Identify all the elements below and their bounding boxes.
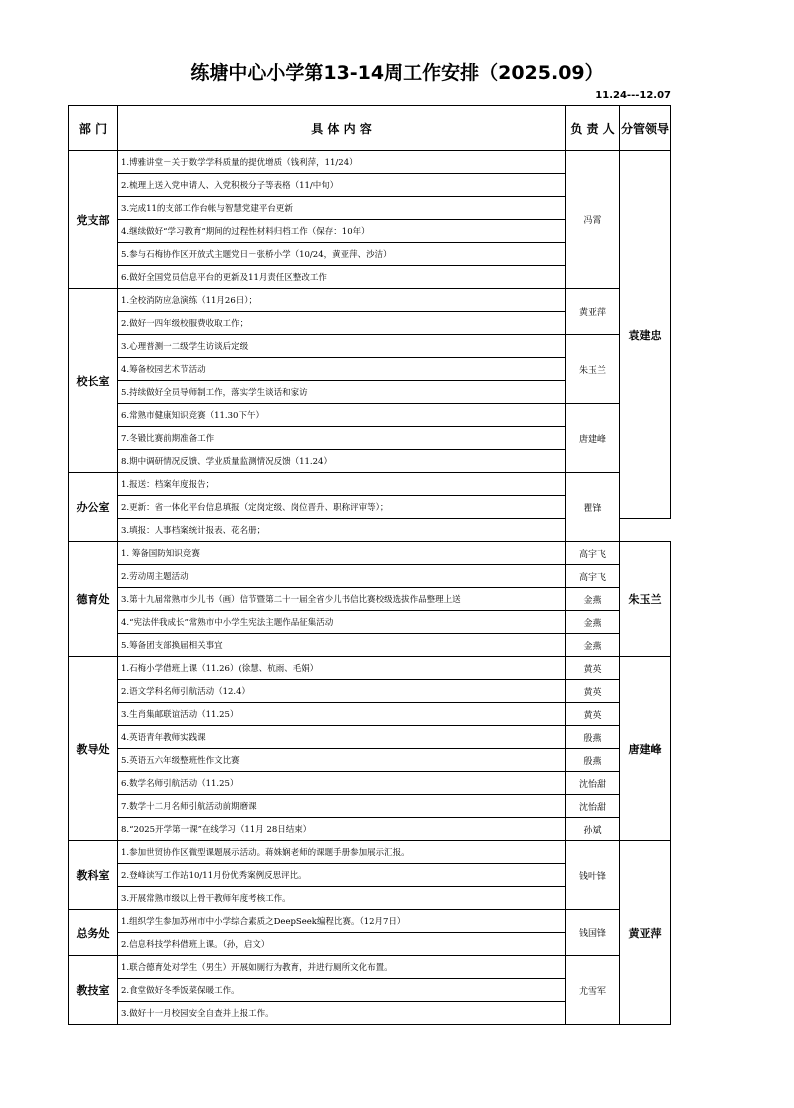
task-item: 1.组织学生参加苏州市中小学综合素质之DeepSeek编程比赛。（12月7日） bbox=[118, 910, 566, 933]
responsible-cell: 高宇飞 bbox=[566, 542, 620, 565]
task-item: 1.报送：档案年度报告； bbox=[118, 473, 566, 496]
task-item: 2.登峰读写工作站10/11月份优秀案例反思评比。 bbox=[118, 864, 566, 887]
page-title: 练塘中心小学第13-14周工作安排（2025.09） bbox=[190, 62, 604, 84]
table-row bbox=[69, 657, 671, 680]
responsible-cell: 沈怡甜 bbox=[566, 772, 620, 795]
header-content: 具 体 内 容 bbox=[118, 106, 566, 151]
header-dept: 部 门 bbox=[69, 106, 118, 151]
task-item: 6.数学名师引航活动（11.25） bbox=[118, 772, 566, 795]
leader-cell: 朱玉兰 bbox=[620, 542, 671, 657]
task-item: 4.筹备校园艺术节活动 bbox=[118, 358, 566, 381]
table-row bbox=[69, 795, 671, 818]
responsible-cell: 冯霄 bbox=[566, 151, 620, 289]
task-item: 5.英语五六年级整班性作文比赛 bbox=[118, 749, 566, 772]
task-item: 5.持续做好全员导师制工作，落实学生谈话和家访 bbox=[118, 381, 566, 404]
table-row bbox=[69, 151, 671, 174]
task-item: 2.梳理上送入党申请人、入党积极分子等表格（11/中旬） bbox=[118, 174, 566, 197]
task-item: 4.“宪法伴我成长”常熟市中小学生宪法主题作品征集活动 bbox=[118, 611, 566, 634]
table-row bbox=[69, 703, 671, 726]
dept-cell: 党支部 bbox=[69, 151, 118, 289]
dept-cell: 教科室 bbox=[69, 841, 118, 910]
schedule-table bbox=[68, 105, 671, 1025]
responsible-cell: 黄亚萍 bbox=[566, 289, 620, 335]
table-row bbox=[69, 726, 671, 749]
responsible-cell: 钱国锋 bbox=[566, 910, 620, 956]
responsible-cell: 黄英 bbox=[566, 703, 620, 726]
task-item: 3.完成11的支部工作台帐与智慧党建平台更新 bbox=[118, 197, 566, 220]
responsible-cell: 殷燕 bbox=[566, 726, 620, 749]
leader-cell: 袁建忠 bbox=[620, 151, 671, 519]
table-row bbox=[69, 841, 671, 864]
header-responsible: 负 责 人 bbox=[566, 106, 620, 151]
responsible-cell: 金燕 bbox=[566, 611, 620, 634]
table-row bbox=[69, 749, 671, 772]
responsible-cell: 沈怡甜 bbox=[566, 795, 620, 818]
task-item: 1.全校消防应急演练（11月26日）； bbox=[118, 289, 566, 312]
task-item: 2.信息科技学科借班上课。（孙，启文） bbox=[118, 933, 566, 956]
task-item: 4.继续做好“学习教育”期间的过程性材料归档工作（保存：10年） bbox=[118, 220, 566, 243]
table-row bbox=[69, 910, 671, 933]
leader-cell: 唐建峰 bbox=[620, 657, 671, 841]
dept-cell: 办公室 bbox=[69, 473, 118, 542]
leader-cell: 黄亚萍 bbox=[620, 841, 671, 1025]
dept-cell: 教导处 bbox=[69, 657, 118, 841]
responsible-cell: 黄英 bbox=[566, 680, 620, 703]
table-row bbox=[69, 335, 671, 358]
table-row bbox=[69, 473, 671, 496]
table-row bbox=[69, 289, 671, 312]
task-item: 3.生肖集邮联谊活动（11.25） bbox=[118, 703, 566, 726]
table-row bbox=[69, 634, 671, 657]
task-item: 8.“2025开学第一课”在线学习（11月 28日结束） bbox=[118, 818, 566, 841]
task-item: 6.常熟市健康知识竞赛（11.30下午） bbox=[118, 404, 566, 427]
dept-cell: 总务处 bbox=[69, 910, 118, 956]
table-row bbox=[69, 542, 671, 565]
task-item: 5.参与石梅协作区开放式主题党日－张桥小学（10/24，黄亚萍、沙洁） bbox=[118, 243, 566, 266]
task-item: 2.更新：省一体化平台信息填报（定岗定级、岗位晋升、职称评审等）； bbox=[118, 496, 566, 519]
task-item: 5.筹备团支部换届相关事宜 bbox=[118, 634, 566, 657]
task-item: 8.期中调研情况反馈、学业质量监测情况反馈（11.24） bbox=[118, 450, 566, 473]
task-item: 6.做好全国党员信息平台的更新及11月责任区整改工作 bbox=[118, 266, 566, 289]
task-item: 3.开展常熟市级以上骨干教师年度考核工作。 bbox=[118, 887, 566, 910]
task-item: 3.做好十一月校园安全自查并上报工作。 bbox=[118, 1002, 566, 1025]
task-item: 1.参加世贸协作区微型课题展示活动。蒋姝娴老师的课题手册参加展示汇报。 bbox=[118, 841, 566, 864]
task-item: 4.英语青年教师实践课 bbox=[118, 726, 566, 749]
responsible-cell: 金燕 bbox=[566, 588, 620, 611]
task-item: 2.食堂做好冬季饭菜保暖工作。 bbox=[118, 979, 566, 1002]
task-item: 1. 筹备国防知识竞赛 bbox=[118, 542, 566, 565]
header-row bbox=[69, 106, 671, 151]
responsible-cell: 唐建峰 bbox=[566, 404, 620, 473]
task-item: 2.劳动周主题活动 bbox=[118, 565, 566, 588]
responsible-cell: 钱叶锋 bbox=[566, 841, 620, 910]
task-item: 2.做好一四年级校服费收取工作； bbox=[118, 312, 566, 335]
responsible-cell: 瞿锋 bbox=[566, 473, 620, 542]
task-item: 1.博雅讲堂－关于数学学科质量的提优增质（钱利萍，11/24） bbox=[118, 151, 566, 174]
task-item: 3.心理普测一二级学生访谈后定级 bbox=[118, 335, 566, 358]
task-item: 1.联合德育处对学生（男生）开展如厕行为教育，并进行厕所文化布置。 bbox=[118, 956, 566, 979]
table-row bbox=[69, 565, 671, 588]
header-leader: 分管领导 bbox=[620, 106, 671, 151]
table-row bbox=[69, 588, 671, 611]
responsible-cell: 尤雪军 bbox=[566, 956, 620, 1025]
table-row bbox=[69, 818, 671, 841]
table-row bbox=[69, 611, 671, 634]
responsible-cell: 朱玉兰 bbox=[566, 335, 620, 404]
table-row bbox=[69, 956, 671, 979]
table-row bbox=[69, 772, 671, 795]
table-row bbox=[69, 404, 671, 427]
task-item: 7.数学十二月名师引航活动前期磨课 bbox=[118, 795, 566, 818]
responsible-cell: 高宇飞 bbox=[566, 565, 620, 588]
responsible-cell: 殷燕 bbox=[566, 749, 620, 772]
task-item: 3.填报：人事档案统计报表、花名册； bbox=[118, 519, 566, 542]
task-item: 1.石梅小学借班上课（11.26）(徐慧、杭雨、毛娟） bbox=[118, 657, 566, 680]
responsible-cell: 孙斌 bbox=[566, 818, 620, 841]
date-range: 11.24---12.07 bbox=[595, 90, 671, 101]
dept-cell: 校长室 bbox=[69, 289, 118, 473]
dept-cell: 德育处 bbox=[69, 542, 118, 657]
task-item: 2.语文学科名师引航活动（12.4） bbox=[118, 680, 566, 703]
task-item: 3.第十九届常熟市少儿书（画）信节暨第二十一届全省少儿书信比赛校级选拔作品整理上送 bbox=[118, 588, 566, 611]
responsible-cell: 黄英 bbox=[566, 657, 620, 680]
task-item: 7.冬锻比赛前期准备工作 bbox=[118, 427, 566, 450]
dept-cell: 教技室 bbox=[69, 956, 118, 1025]
table-row bbox=[69, 680, 671, 703]
responsible-cell: 金燕 bbox=[566, 634, 620, 657]
